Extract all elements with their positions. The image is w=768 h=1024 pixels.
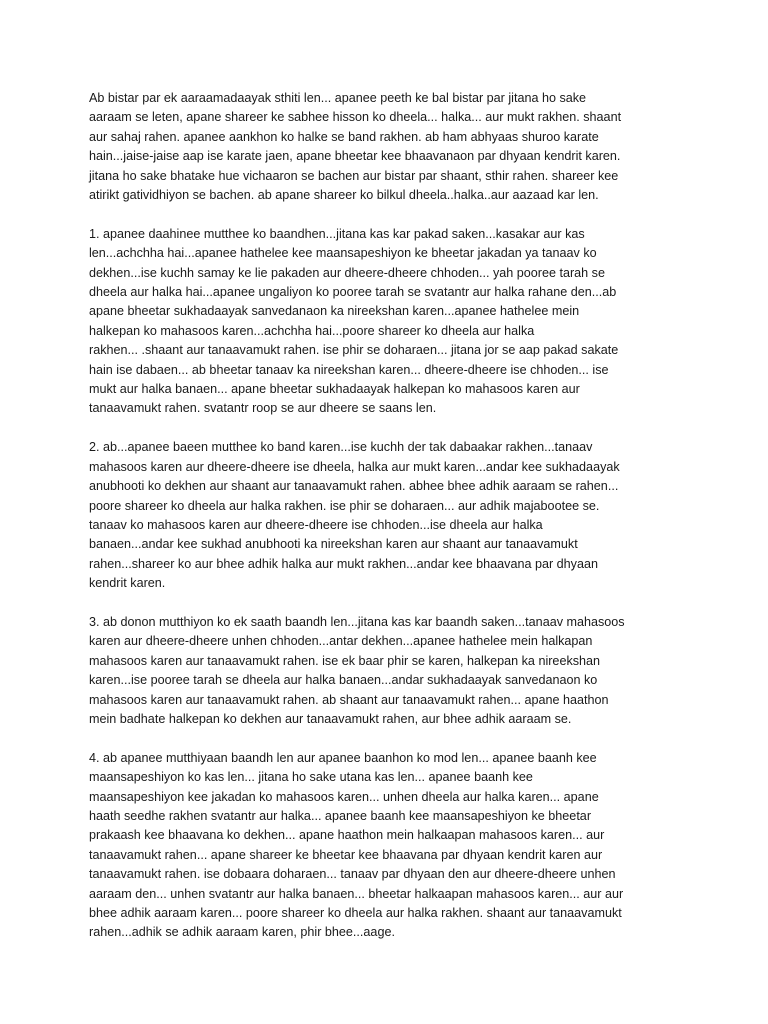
text-line: karen aur dheere-dheere unhen chhoden...antar dekhen...apanee hathelee mein halkapan <box>89 634 593 649</box>
text-line: dekhen...ise kuchh samay ke lie pakaden aur dheere-dheere chhoden... yah pooree tarah se <box>89 265 605 280</box>
text-line: prakaash kee bhaavana ko dekhen... apane haathon mein halkaapan mahasoos karen... aur <box>89 828 605 843</box>
text-line: aaraam se leten, apane shareer ke sabhee hisson ko dheela... halka... aur mukt rakhen. shaant <box>89 110 622 125</box>
text-line: maansapeshiyon kee jakadan ko mahasoos karen... unhen dheela aur halka karen... apane <box>89 789 599 804</box>
text-line: tanaavamukt rahen. svatantr roop se aur dheere se saans len. <box>89 401 437 416</box>
text-line: mein badhate halkepan ko dekhen aur tanaavamukt rahen, aur bhee adhik aaraam se. <box>89 711 572 726</box>
text-line: mahasoos karen aur tanaavamukt rahen. ise ek baar phir se karen, halkepan ka nireekshan <box>89 653 601 668</box>
text-line: Ab bistar par ek aaraamadaayak sthiti len... apanee peeth ke bal bistar par jitana ho sake <box>89 91 587 105</box>
text-line: rahen...adhik se adhik aaraam karen, phir bhee...aage. <box>89 925 395 940</box>
text-line: len...achchha hai...apanee hathelee kee maansapeshiyon ke bheetar jakadan ya tanaav ko <box>89 246 597 261</box>
text-line: aaraam den... unhen svatantr aur halka banaen... bheetar halkaapan mahasoos karen... aur aur <box>89 886 624 901</box>
paragraph <box>89 89 683 205</box>
text-line: rahen...shareer ko aur bhee adhik halka aur mukt rakhen...andar kee bhaavana par dhyaan <box>89 556 598 571</box>
paragraph <box>89 749 683 943</box>
text-line: dheela aur halka hai...apanee ungaliyon ko pooree tarah se svatantr aur halka rahane den...ab <box>89 285 617 300</box>
text-line: 2. ab...apanee baeen mutthee ko band karen...ise kuchh der tak dabaakar rakhen...tanaav <box>89 440 593 455</box>
document-body <box>89 89 683 943</box>
text-line: hain ise dabaen... ab bheetar tanaav ka nireekshan karen... dheere-dheere ise chhoden... ise <box>89 362 609 377</box>
text-line: atirikt gatividhiyon se bachen. ab apane shareer ko bilkul dheela..halka..aur aazaad kar len. <box>89 188 599 203</box>
text-line: 3. ab donon mutthiyon ko ek saath baandh len...jitana kas kar baandh saken...tanaav mahasoos <box>89 614 625 629</box>
text-line: rakhen... .shaant aur tanaavamukt rahen. ise phir se doharaen... jitana jor se aap pakad sakate <box>89 343 619 358</box>
text-line: mahasoos karen aur tanaavamukt rahen. ab shaant aur tanaavamukt rahen... apane haathon <box>89 692 609 707</box>
text-line: maansapeshiyon ko kas len... jitana ho sake utana kas len... apanee baanh kee <box>89 770 533 785</box>
document-page <box>89 89 683 962</box>
paragraph <box>89 225 683 419</box>
paragraph <box>89 613 683 729</box>
text-line: poore shareer ko dheela aur halka rakhen. ise phir se doharaen... aur adhik majabootee se. <box>89 498 600 513</box>
text-line: 1. apanee daahinee mutthee ko baandhen...jitana kas kar pakad saken...kasakar aur kas <box>89 226 585 241</box>
text-line: bhee adhik aaraam karen... poore shareer ko dheela aur halka rakhen. shaant aur tanaavamukt <box>89 906 622 920</box>
text-line: mukt aur halka banaen... apane bheetar sukhadaayak halkepan ko mahasoos karen aur <box>89 382 580 397</box>
text-line: haath seedhe rakhen svatantr aur halka... apanee baanh kee maansapeshiyon ke bheetar <box>89 808 592 823</box>
text-line: 4. ab apanee mutthiyaan baandh len aur apanee baanhon ko mod len... apanee baanh kee <box>89 750 597 765</box>
text-line: anubhooti ko dekhen aur shaant aur tanaavamukt rahen. abhee bhee adhik aaraam se rahen... <box>89 479 619 494</box>
text-line: jitana ho sake bhatake hue vichaaron se bachen aur bistar par shaant, sthir rahen. shareer kee <box>89 168 619 183</box>
text-line: aur sahaj rahen. apanee aankhon ko halke se band rakhen. ab ham abhyaas shuroo karate <box>89 129 599 144</box>
text-line: banaen...andar kee sukhad anubhooti ka nireekshan karen aur shaant aur tanaavamukt <box>89 537 578 552</box>
text-line: halkepan ko mahasoos karen...achchha hai...poore shareer ko dheela aur halka <box>89 323 535 338</box>
text-line: tanaavamukt rahen. ise dobaara doharaen... tanaav par dhyaan den aur dheere-dheere unhen <box>89 867 616 882</box>
text-line: karen...ise pooree tarah se dheela aur halka banaen...andar sukhadaayak sanvedanaon ko <box>89 673 598 688</box>
text-line: apane bheetar sukhadaayak sanvedanaon ka nireekshan karen...apanee hathelee mein <box>89 304 580 319</box>
paragraph <box>89 438 683 593</box>
text-line: tanaav ko mahasoos karen aur dheere-dheere ise chhoden...ise dheela aur halka <box>89 517 543 532</box>
text-line: mahasoos karen aur dheere-dheere ise dheela, halka aur mukt karen...andar kee sukhadaayak <box>89 459 620 474</box>
text-line: hain...jaise-jaise aap ise karate jaen, apane bheetar kee bhaavanaon par dhyaan kendrit karen. <box>89 149 621 164</box>
text-line: tanaavamukt rahen... apane shareer ke bheetar kee bhaavana par dhyaan kendrit karen aur <box>89 847 603 862</box>
text-line: kendrit karen. <box>89 576 166 591</box>
